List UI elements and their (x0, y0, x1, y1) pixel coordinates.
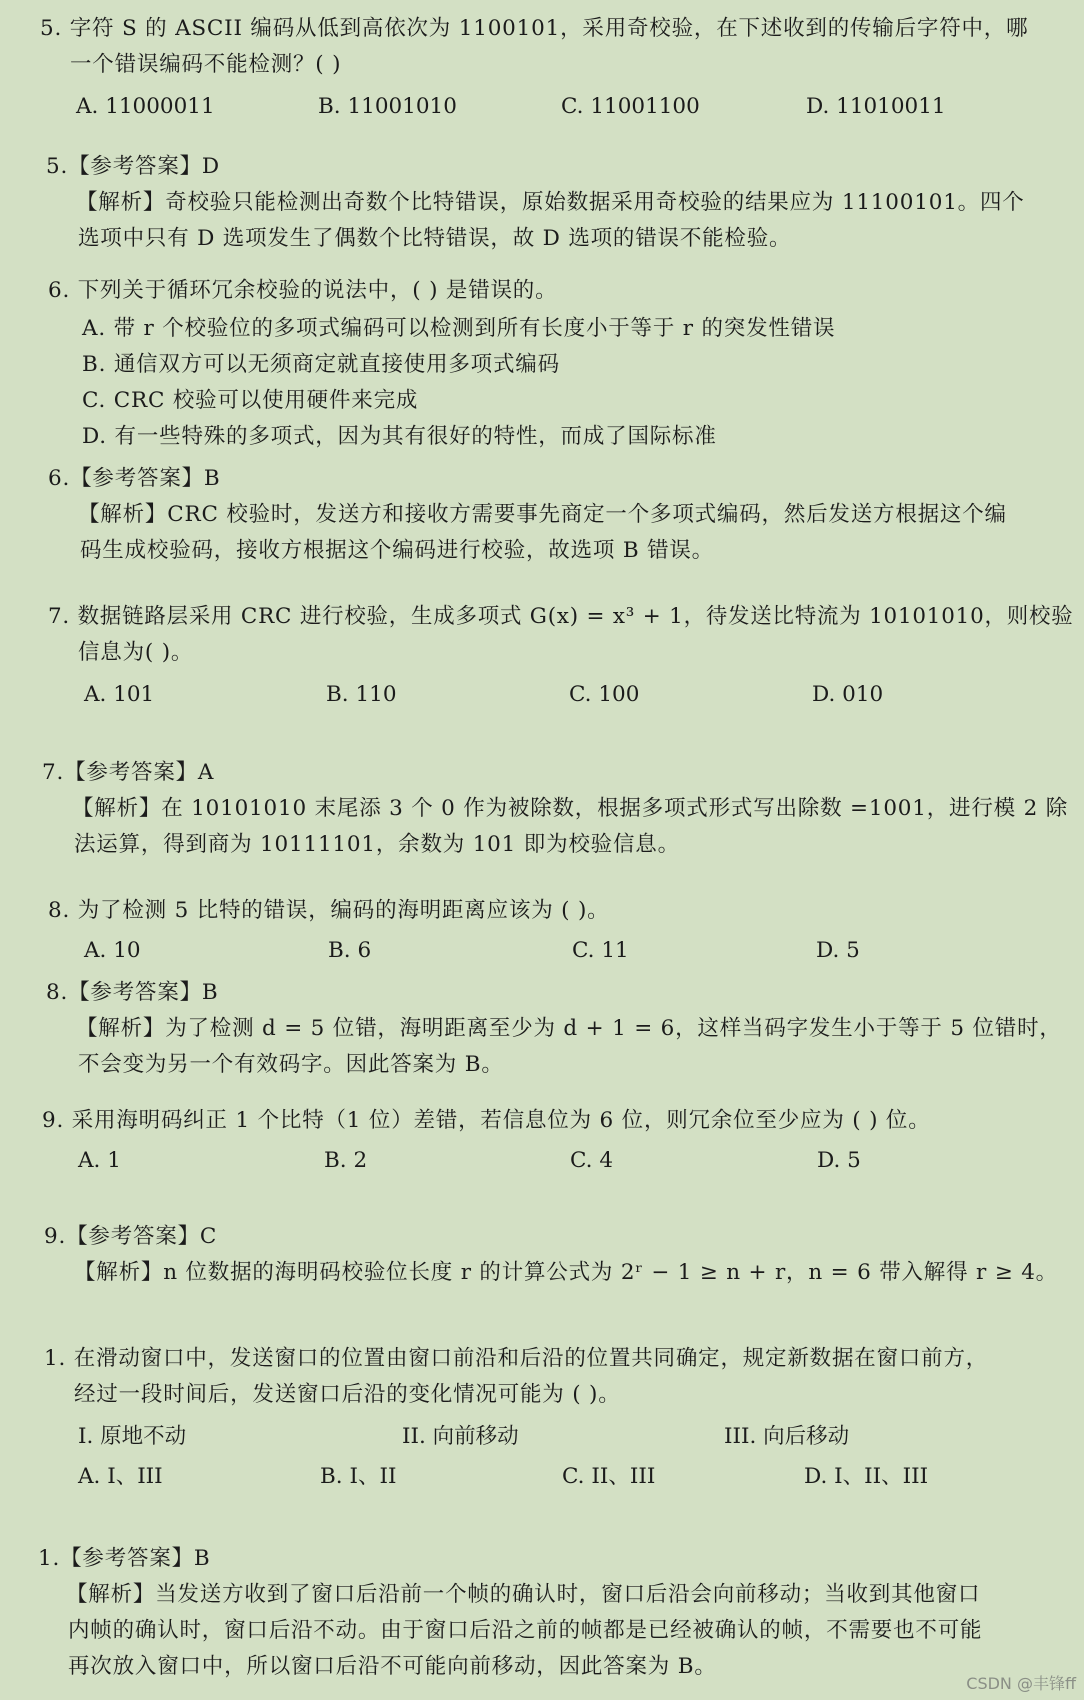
question-7-option-d: D. 010 (812, 682, 884, 707)
answer-8-line-1: 【解析】为了检测 d = 5 位错，海明距离至少为 d + 1 = 6，这样当码字发生小于等于 5 位错时， (76, 1016, 1062, 1041)
question-6-option-d: D. 有一些特殊的多项式，因为其有很好的特性，而成了国际标准 (82, 424, 717, 449)
question-9-option-b: B. 2 (324, 1148, 368, 1173)
question-1-line-2: 经过一段时间后，发送窗口后沿的变化情况可能为 ( )。 (74, 1382, 621, 1407)
question-5-option-c: C. 11001100 (561, 94, 700, 119)
answer-5-line-1: 【解析】奇校验只能检测出奇数个比特错误，原始数据采用奇校验的结果应为 11100101。四个 (76, 190, 1025, 215)
answer-6-title: 6.【参考答案】B (48, 466, 221, 491)
question-6-option-a: A. 带 r 个校验位的多项式编码可以检测到所有长度小于等于 r 的突发性错误 (82, 316, 836, 341)
question-9-option-c: C. 4 (570, 1148, 614, 1173)
question-5-line-1: 5. 字符 S 的 ASCII 编码从低到高依次为 1100101，采用奇校验，在下述收到的传输后字符中，哪 (40, 16, 1029, 41)
question-7-option-a: A. 101 (84, 682, 155, 707)
watermark: CSDN @丰锋ff (966, 1674, 1076, 1693)
question-8-option-b: B. 6 (328, 938, 372, 963)
question-6-stem: 6. 下列关于循环冗余校验的说法中，( ) 是错误的。 (48, 278, 558, 303)
question-5-option-b: B. 11001010 (318, 94, 457, 119)
answer-6-line-1: 【解析】CRC 校验时，发送方和接收方需要事先商定一个多项式编码，然后发送方根据这个编 (78, 502, 1007, 527)
question-5-option-a: A. 11000011 (76, 94, 215, 119)
answer-7-line-1: 【解析】在 10101010 末尾添 3 个 0 作为被除数，根据多项式形式写出除数 =1001，进行模 2 除 (72, 796, 1069, 821)
question-1-option-b: B. I、II (320, 1464, 397, 1489)
question-1-statement-iii: III. 向后移动 (724, 1424, 850, 1449)
question-9-option-a: A. 1 (78, 1148, 121, 1173)
question-9-stem: 9. 采用海明码纠正 1 个比特（1 位）差错，若信息位为 6 位，则冗余位至少应为 ( ) 位。 (42, 1108, 931, 1133)
question-8-stem: 8. 为了检测 5 比特的错误，编码的海明距离应该为 ( )。 (48, 898, 610, 923)
question-7-line-2: 信息为( )。 (78, 640, 194, 665)
question-7-option-b: B. 110 (326, 682, 397, 707)
question-1-option-c: C. II、III (562, 1464, 656, 1489)
answer-9-line-1: 【解析】n 位数据的海明码校验位长度 r 的计算公式为 2ʳ − 1 ≥ n + r，n = 6 带入解得 r ≥ 4。 (74, 1260, 1058, 1285)
question-5-option-d: D. 11010011 (806, 94, 946, 119)
question-1-line-1: 1. 在滑动窗口中，发送窗口的位置由窗口前沿和后沿的位置共同确定，规定新数据在窗口前方， (44, 1346, 989, 1371)
answer-6-line-2: 码生成校验码，接收方根据这个编码进行校验，故选项 B 错误。 (80, 538, 714, 563)
question-1-statement-ii: II. 向前移动 (402, 1424, 519, 1449)
answer-1-line-3: 再次放入窗口中，所以窗口后沿不可能向前移动，因此答案为 B。 (68, 1654, 717, 1679)
question-6-option-c: C. CRC 校验可以使用硬件来完成 (82, 388, 419, 413)
answer-5-line-2: 选项中只有 D 选项发生了偶数个比特错误，故 D 选项的错误不能检验。 (78, 226, 792, 251)
question-5-line-2: 一个错误编码不能检测？( ) (70, 52, 342, 77)
answer-7-title: 7.【参考答案】A (42, 760, 215, 785)
question-6-option-b: B. 通信双方可以无须商定就直接使用多项式编码 (82, 352, 560, 377)
question-8-option-a: A. 10 (84, 938, 141, 963)
question-1-option-d: D. I、II、III (804, 1464, 929, 1489)
answer-7-line-2: 法运算，得到商为 10111101，余数为 101 即为校验信息。 (74, 832, 680, 857)
question-9-option-d: D. 5 (817, 1148, 861, 1173)
answer-1-line-2: 内帧的确认时，窗口后沿不动。由于窗口后沿之前的帧都是已经被确认的帧，不需要也不可能 (68, 1618, 983, 1643)
question-1-statement-i: I. 原地不动 (78, 1424, 187, 1449)
answer-8-line-2: 不会变为另一个有效码字。因此答案为 B。 (78, 1052, 504, 1077)
question-8-option-c: C. 11 (572, 938, 629, 963)
question-8-option-d: D. 5 (816, 938, 860, 963)
answer-9-title: 9.【参考答案】C (44, 1224, 218, 1249)
answer-1-line-1: 【解析】当发送方收到了窗口后沿前一个帧的确认时，窗口后沿会向前移动；当收到其他窗口 (66, 1582, 981, 1607)
answer-1-title: 1.【参考答案】B (38, 1546, 211, 1571)
answer-8-title: 8.【参考答案】B (46, 980, 219, 1005)
question-1-option-a: A. I、III (78, 1464, 163, 1489)
answer-5-title: 5.【参考答案】D (46, 154, 220, 179)
question-7-line-1: 7. 数据链路层采用 CRC 进行校验，生成多项式 G(x) = x³ + 1，待发送比特流为 10101010，则校验 (48, 604, 1074, 629)
question-7-option-c: C. 100 (569, 682, 640, 707)
